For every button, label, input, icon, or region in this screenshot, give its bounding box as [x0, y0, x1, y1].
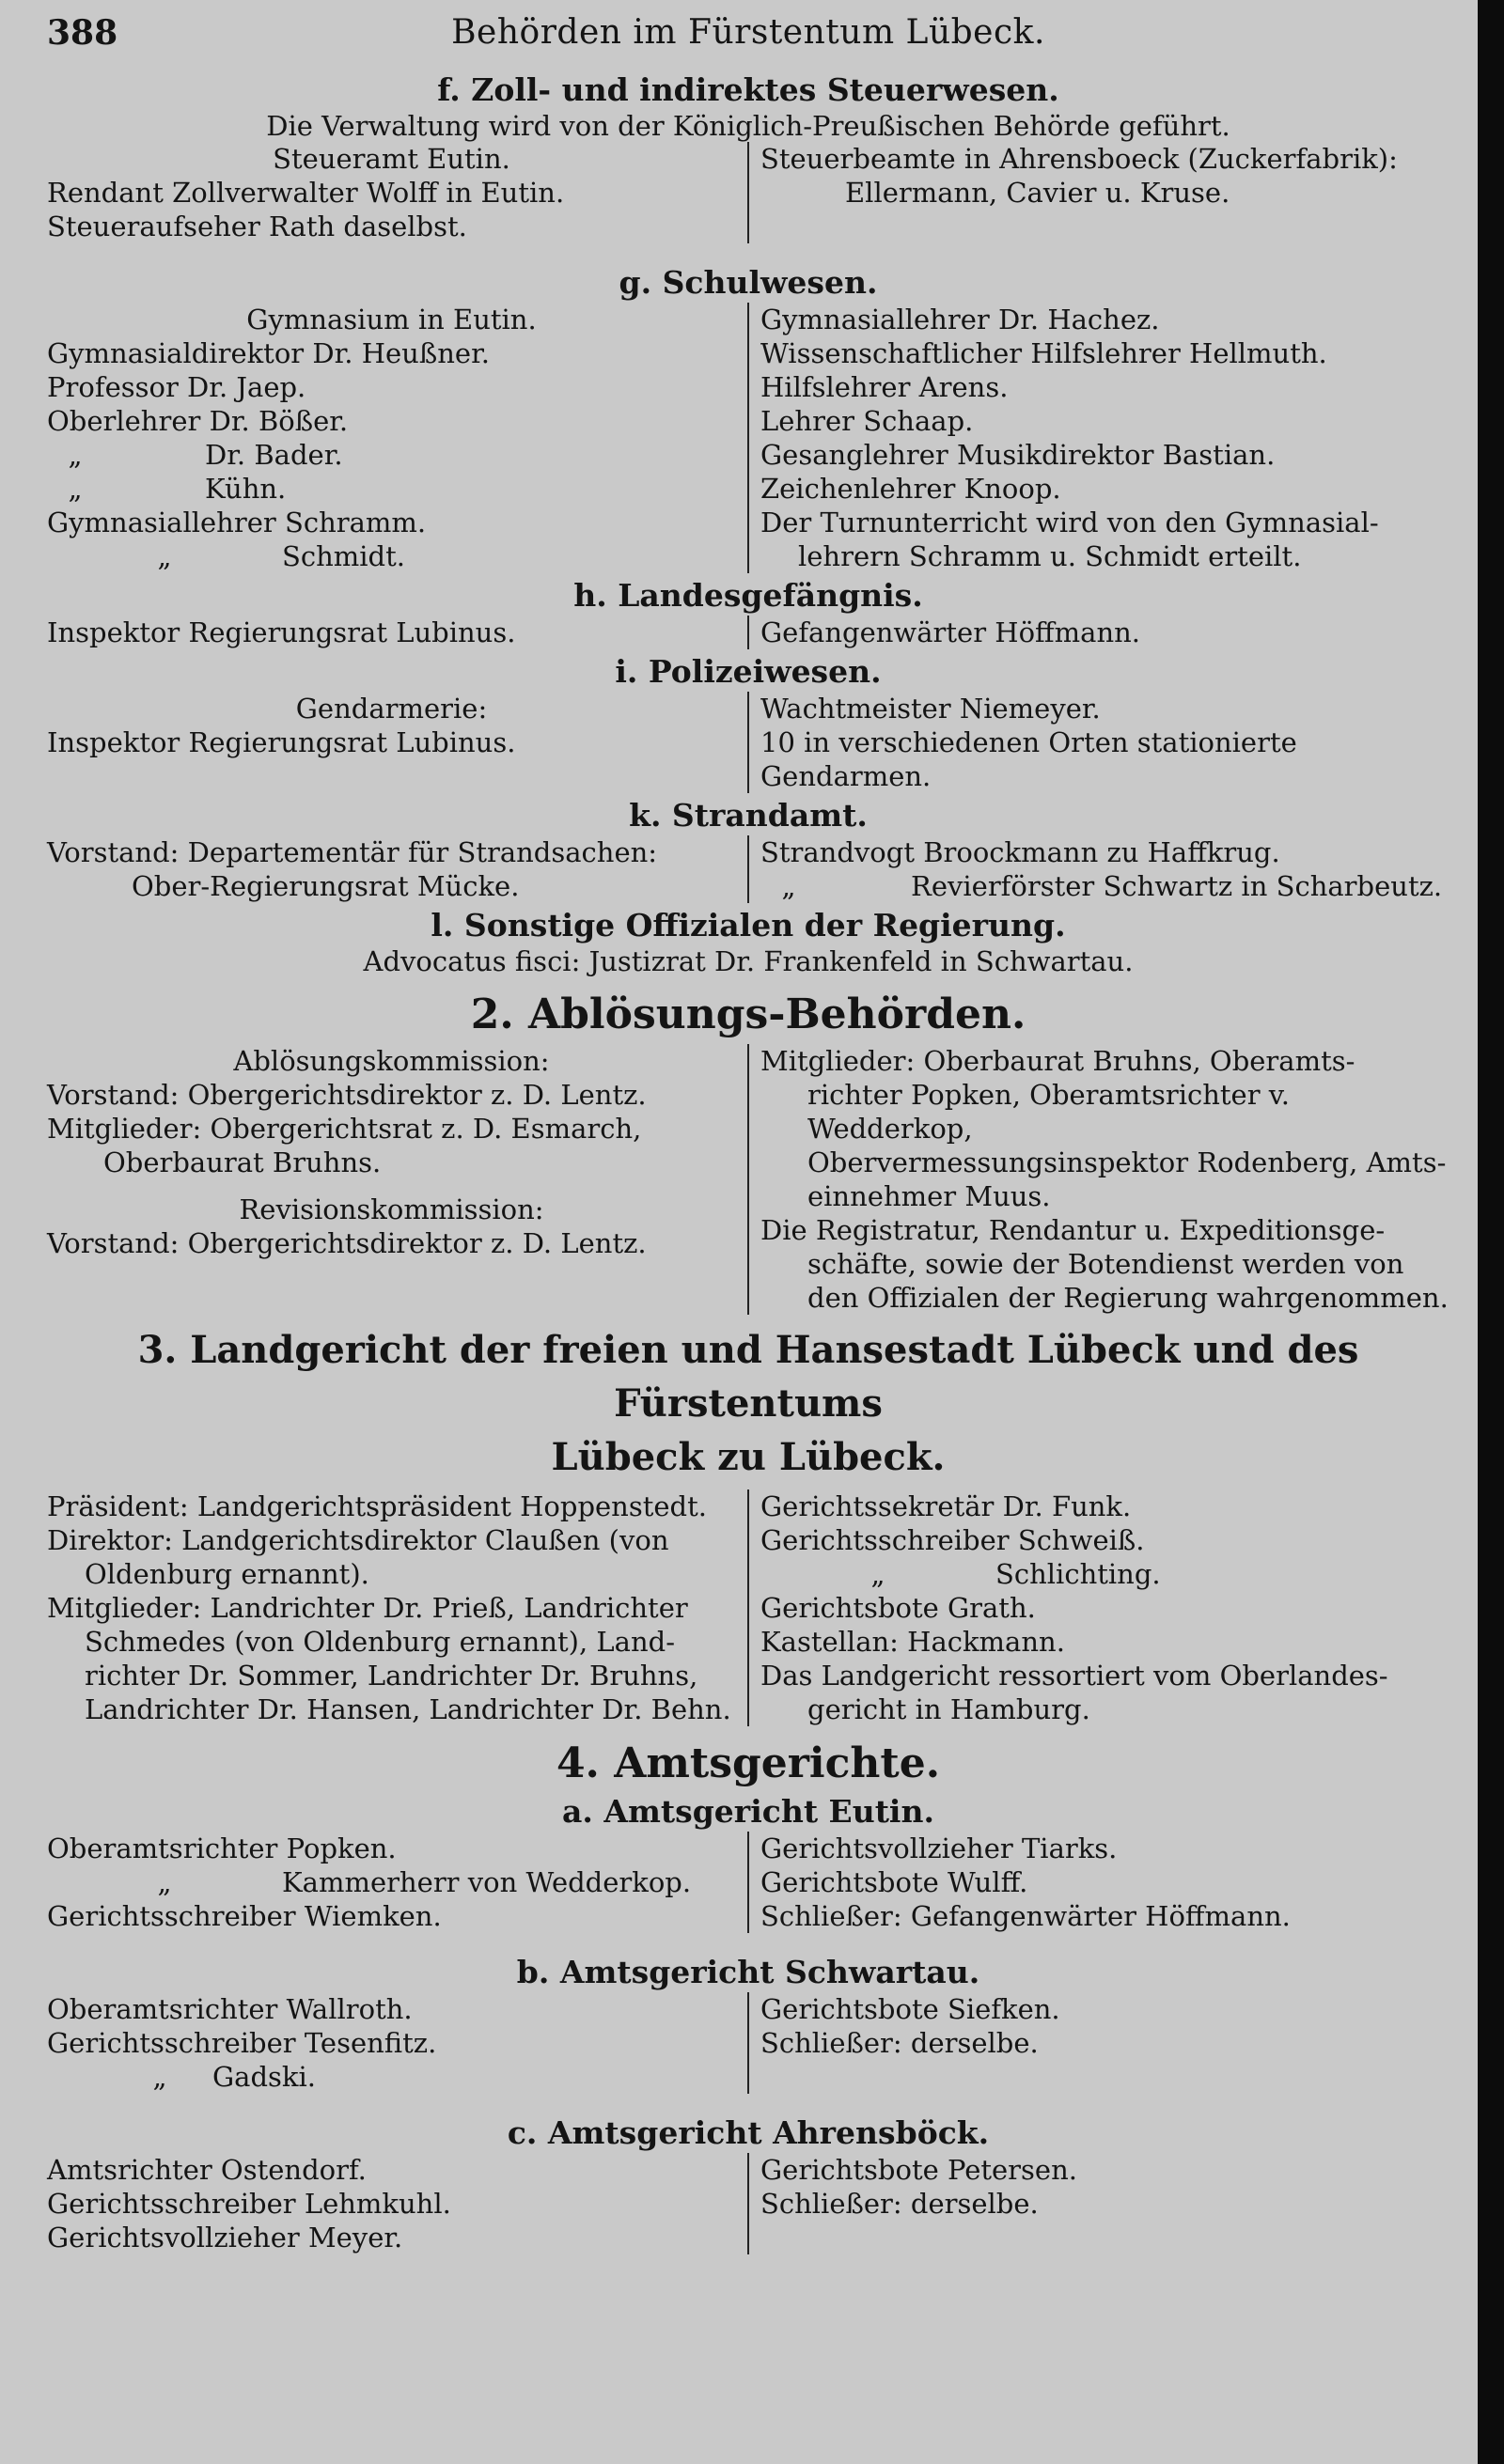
entry: richter Dr. Sommer, Landrichter Dr. Bruhns,: [85, 1660, 698, 1692]
entry: Schmedes (von Oldenburg ernannt), Land-: [85, 1626, 676, 1659]
entry: Schließer: Gefangenwärter Höffmann.: [760, 1900, 1291, 1933]
entry: Gendarmerie:: [295, 693, 488, 725]
section-note: Die Verwaltung wird von der Königlich-Preußischen Behörde geführt.: [266, 110, 1230, 142]
section-title: l. Sonstige Offizialen der Regierung.: [431, 907, 1066, 943]
entry: Schlichting.: [995, 1558, 1161, 1591]
two-column-block: [47, 2153, 1449, 2254]
ditto-mark: „: [157, 1866, 172, 1899]
entry: Lehrer Schaap.: [760, 405, 974, 437]
section-title: g. Schulwesen.: [619, 264, 878, 301]
entry: einnehmer Muus.: [807, 1180, 1051, 1212]
entry: lehrern Schramm u. Schmidt erteilt.: [798, 540, 1302, 572]
entry: Gesanglehrer Musikdirektor Bastian.: [760, 439, 1276, 471]
entry: Das Landgericht ressortiert vom Oberlandes-: [760, 1660, 1388, 1692]
page-header: [47, 13, 1449, 68]
two-column-block: [47, 835, 1449, 903]
ditto-mark: „: [157, 540, 172, 572]
section-title: f. Zoll- und indirektes Steuerwesen.: [437, 71, 1059, 108]
entry: Vorstand: Obergerichtsdirektor z. D. Lentz.: [47, 1227, 647, 1259]
section-title: a. Amtsgericht Eutin.: [562, 1793, 934, 1831]
entry: Die Registratur, Rendantur u. Expeditionsge-: [760, 1214, 1386, 1246]
entry: Gadski.: [212, 2061, 316, 2094]
entry: Vorstand: Departementär für Strandsachen:: [47, 836, 658, 868]
entry: Oldenburg ernannt).: [85, 1558, 369, 1591]
entry: Obervermessungsinspektor Rodenberg, Amts-: [807, 1146, 1447, 1178]
entry: Inspektor Regierungsrat Lubinus.: [47, 616, 516, 648]
entry: Oberlehrer Dr. Bößer.: [47, 405, 349, 437]
two-column-block: [47, 1992, 1449, 2094]
entry: Ablösungskommission:: [233, 1045, 550, 1077]
chapter-title: 2. Ablösungs-Behörden.: [470, 990, 1026, 1038]
entry: Ober-Regierungsrat Mücke.: [132, 870, 520, 902]
two-column-block: [47, 692, 1449, 793]
section-title: c. Amtsgericht Ahrensböck.: [507, 2114, 990, 2152]
two-column-block: [47, 1044, 1449, 1315]
entry: Gerichtsbote Petersen.: [760, 2154, 1077, 2187]
entry: Gerichtsschreiber Lehmkuhl.: [47, 2188, 451, 2221]
entry: gericht in Hamburg.: [807, 1693, 1090, 1726]
two-column-block: [47, 1489, 1449, 1726]
entry: Mitglieder: Oberbaurat Bruhns, Oberamts-: [760, 1045, 1355, 1077]
entry: Gerichtssekretär Dr. Funk.: [760, 1490, 1132, 1523]
entry: Kammerherr von Wedderkop.: [282, 1866, 692, 1899]
entry: Mitglieder: Obergerichtsrat z. D. Esmarch,: [47, 1113, 642, 1145]
entry: Oberbaurat Bruhns.: [103, 1146, 382, 1178]
entry: Oberamtsrichter Popken.: [47, 1832, 397, 1865]
section-title: i. Polizeiwesen.: [615, 653, 882, 690]
entry: Wachtmeister Niemeyer.: [760, 693, 1101, 725]
section-title: k. Strandamt.: [629, 797, 868, 834]
entry: Schließer: derselbe.: [760, 2027, 1039, 2060]
entry: Dr. Bader.: [205, 439, 343, 471]
entry: Gerichtsschreiber Wiemken.: [47, 1900, 442, 1933]
entry: Gerichtsbote Siefken.: [760, 1993, 1060, 2026]
entry: 10 in verschiedenen Orten stationierte Gendarmen.: [760, 726, 1297, 792]
entry: Landrichter Dr. Hansen, Landrichter Dr. Behn.: [85, 1693, 731, 1726]
entry: Ellermann, Cavier u. Kruse.: [845, 177, 1230, 209]
chapter-title: 4. Amtsgerichte.: [556, 1739, 941, 1788]
entry: Gymnasium in Eutin.: [246, 304, 537, 335]
entry: schäfte, sowie der Botendienst werden von: [807, 1248, 1404, 1280]
chapter-title-line: Lübeck zu Lübeck.: [551, 1434, 946, 1479]
entry: Steueramt Eutin.: [273, 143, 510, 175]
entry: Wissenschaftlicher Hilfslehrer Hellmuth.: [760, 337, 1327, 369]
running-title: Behörden im Fürstentum Lübeck.: [451, 13, 1045, 52]
ditto-mark: „: [152, 2061, 167, 2094]
entry: Gerichtsschreiber Schweiß.: [760, 1524, 1145, 1557]
page-edge-shadow: [1478, 0, 1504, 2464]
page-number: 388: [47, 13, 118, 53]
entry: Steueraufseher Rath daselbst.: [47, 211, 467, 242]
entry: richter Popken, Oberamtsrichter v. Wedderkop,: [807, 1079, 1290, 1145]
entry: Präsident: Landgerichtspräsident Hoppenstedt.: [47, 1490, 707, 1523]
entry: Oberamtsrichter Wallroth.: [47, 1993, 413, 2026]
two-column-block: [47, 303, 1449, 573]
two-column-block: [47, 142, 1449, 243]
chapter-title-line: 3. Landgericht der freien und Hansestadt Lübeck und des Fürstentums: [137, 1328, 1359, 1426]
entry: Gerichtsvollzieher Meyer.: [47, 2222, 403, 2254]
section-title: b. Amtsgericht Schwartau.: [516, 1954, 980, 1991]
entry: Mitglieder: Landrichter Dr. Prieß, Landrichter: [47, 1592, 688, 1625]
entry: den Offizialen der Regierung wahrgenommen.: [807, 1282, 1449, 1314]
entry: Steuerbeamte in Ahrensboeck (Zuckerfabrik):: [760, 143, 1398, 175]
two-column-block: [47, 1832, 1449, 1933]
entry: Gymnasialdirektor Dr. Heußner.: [47, 337, 490, 369]
entry: Inspektor Regierungsrat Lubinus.: [47, 726, 516, 758]
entry: Der Turnunterricht wird von den Gymnasial-: [760, 507, 1379, 538]
entry: Gymnasiallehrer Dr. Hachez.: [760, 304, 1160, 335]
entry: Gerichtsvollzieher Tiarks.: [760, 1832, 1118, 1865]
entry: Gymnasiallehrer Schramm.: [47, 507, 427, 538]
entry: Vorstand: Obergerichtsdirektor z. D. Lentz.: [47, 1079, 647, 1111]
ditto-mark: „: [68, 473, 83, 505]
entry: Amtsrichter Ostendorf.: [47, 2154, 367, 2187]
entry: Schließer: derselbe.: [760, 2188, 1039, 2221]
entry: Zeichenlehrer Knoop.: [760, 473, 1061, 505]
entry: Professor Dr. Jaep.: [47, 371, 306, 403]
ditto-mark: „: [870, 1558, 885, 1591]
entry: Kühn.: [205, 473, 287, 505]
chapter-title: [47, 1324, 1449, 1484]
entry: Direktor: Landgerichtsdirektor Claußen (von: [47, 1524, 669, 1557]
entry: Gerichtsbote Grath.: [760, 1592, 1036, 1625]
two-column-block: [47, 616, 1449, 649]
entry: Revierförster Schwartz in Scharbeutz.: [911, 870, 1443, 902]
entry: Gefangenwärter Höffmann.: [760, 616, 1141, 648]
entry: Kastellan: Hackmann.: [760, 1626, 1065, 1659]
ditto-mark: „: [68, 439, 83, 471]
entry: Hilfslehrer Arens.: [760, 371, 1009, 403]
entry: Gerichtsbote Wulff.: [760, 1866, 1028, 1899]
entry: Rendant Zollverwalter Wolff in Eutin.: [47, 177, 565, 209]
entry: Revisionskommission:: [239, 1193, 544, 1225]
ditto-mark: „: [781, 870, 796, 902]
entry: Schmidt.: [282, 540, 405, 572]
section-title: h. Landesgefängnis.: [573, 577, 923, 614]
entry: Strandvogt Broockmann zu Haffkrug.: [760, 836, 1280, 868]
entry: Gerichtsschreiber Tesenfitz.: [47, 2027, 437, 2060]
section-note: Advocatus fisci: Justizrat Dr. Frankenfeld in Schwartau.: [363, 945, 1134, 977]
